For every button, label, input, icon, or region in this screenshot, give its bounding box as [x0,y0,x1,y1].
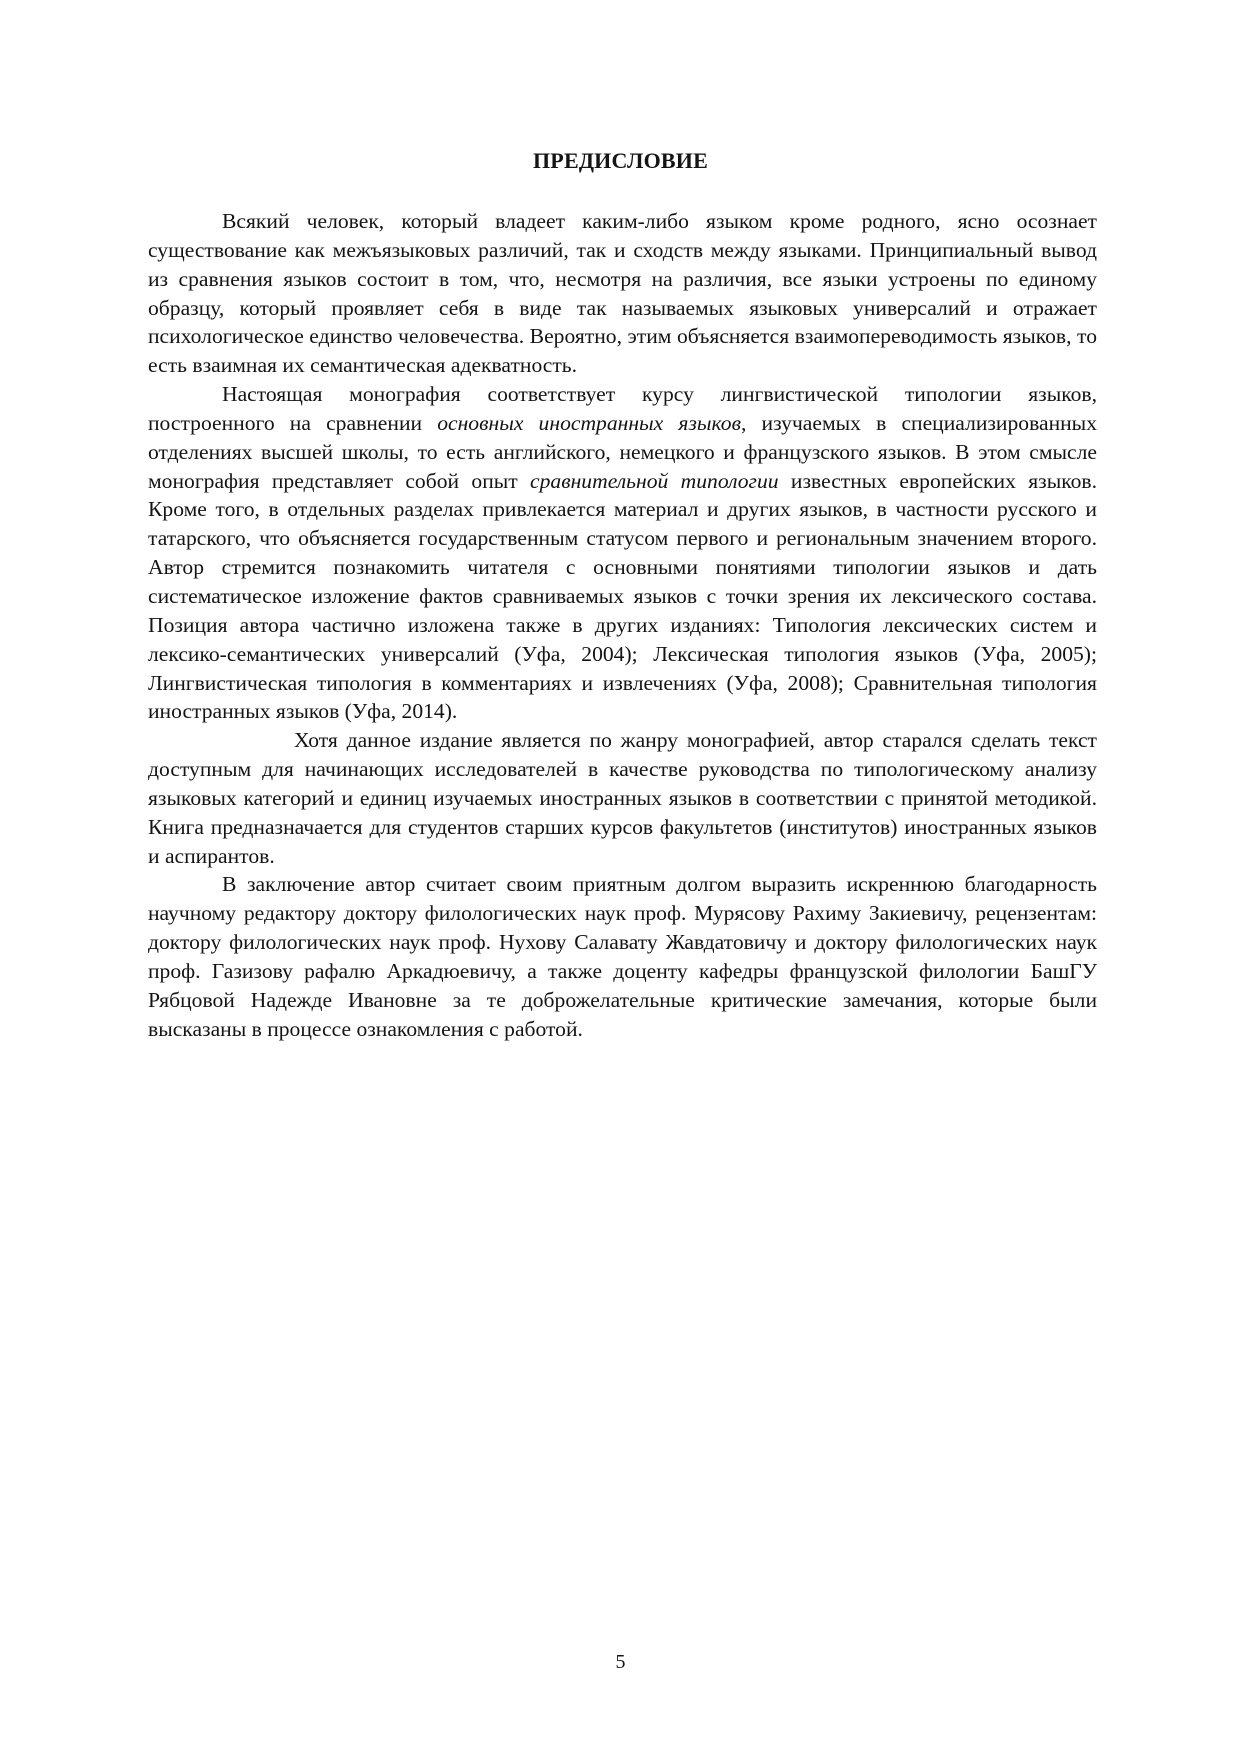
paragraph-2 [148,380,1097,726]
paragraph-4: В заключение автор считает своим приятным долгом выразить искреннюю благодарность научному редактору доктору филологических наук проф. Мурясову Рахиму Закиевичу, рецензентам: доктору филологических наук проф. Нухову Салавату Жавдатовичу и доктору филологических наук проф. Газизову рафалю Аркадюевичу, а также доценту кафедры французской филологии БашГУ Рябцовой Надежде Ивановне за те доброжелательные критические замечания, которые были высказаны в процессе ознакомления с работой. [148,872,1097,1041]
page-title: ПРЕДИСЛОВИЕ [533,148,708,173]
paragraph-2-part-3: известных европейских языков. Кроме того, в отдельных разделах привлекается материал и других языков, в частности русского и татарского, что объясняется государственным статусом первого и региональным значением второго. Автор стремится познакомить читателя с основными понятиями типологии языков и дать систематическое изложение фактов сравниваемых языков с точки зрения их лексического состава. Позиция автора частично изложена также в других изданиях: Типология лексических систем и лексико-семантических универсалий (Уфа, 2004); Лексическая типология языков (Уфа, 2005); Лингвистическая типология в комментариях и извлечениях (Уфа, 2008); Сравнительная типология иностранных языков (Уфа, 2014). [148,468,1097,724]
paragraph-2-part-1: Настоящая монография соответствует курсу лингвистической типологии языков, построенного на сравнении [148,382,1097,435]
paragraph-2-italic-1: основных иностранных языков [437,410,741,435]
paragraph-2-part-2: , изучаемых в специализированных отделениях высшей школы, то есть английского, немецкого и французского языков. В этом смысле монография представляет собой опыт [148,410,1097,493]
paragraph-2-italic-2: сравнительной типологии [530,468,779,493]
page-number: 5 [615,1651,626,1673]
preface-body [148,207,1097,1043]
paragraph-1: Всякий человек, который владеет каким-либо языком кроме родного, ясно осознает существование как межъязыковых различий, так и сходств между языками. Принципиальный вывод из сравнения языков состоит в том, что, несмотря на различия, все языки устроены по единому образцу, который проявляет себя в виде так называемых языковых универсалий и отражает психологическое единство человечества. Вероятно, этим объясняется взаимопереводимость языков, то есть взаимная их семантическая адекватность. [148,209,1097,378]
paragraph-3: Хотя данное издание является по жанру монографией, автор старался сделать текст доступным для начинающих исследователей в качестве руководства по типологическому анализу языковых категорий и единиц изучаемых иностранных языков в соответствии с принятой методикой. Книга предназначается для студентов старших курсов факультетов (институтов) иностранных языков и аспирантов. [148,728,1097,868]
